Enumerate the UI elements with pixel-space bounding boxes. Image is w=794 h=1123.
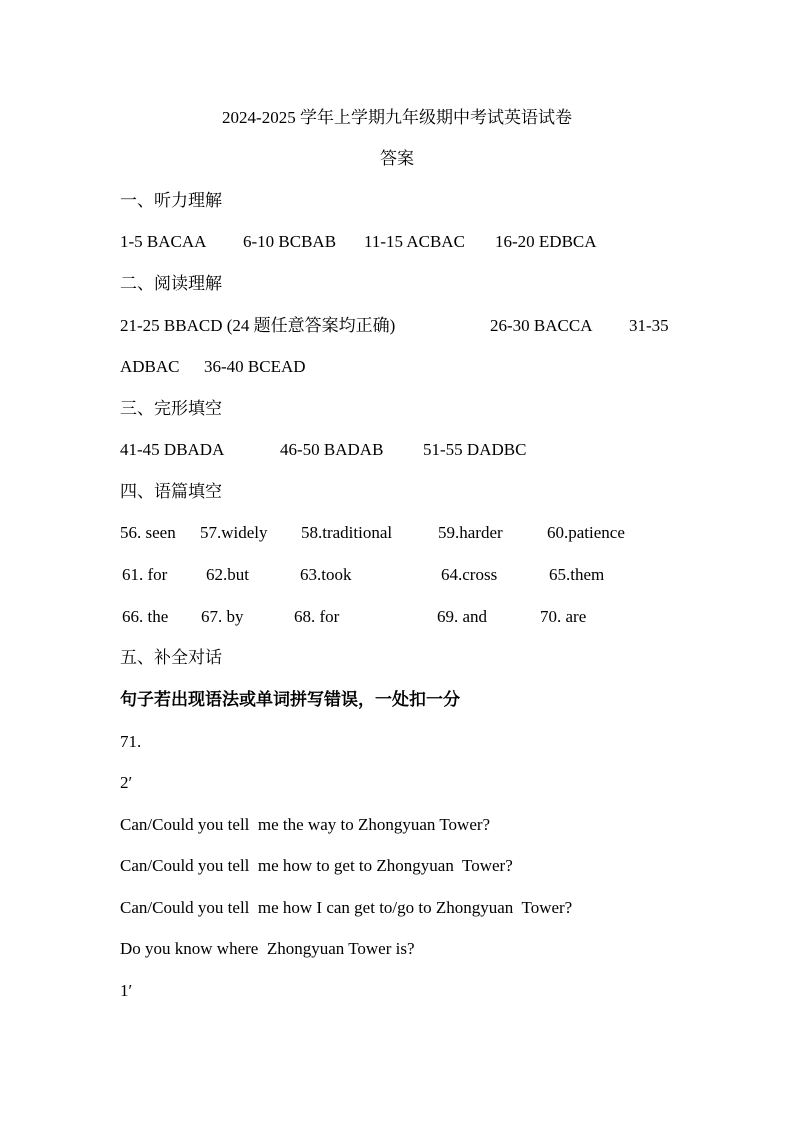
section-heading-reading: 二、阅读理解 (120, 274, 222, 293)
section-heading-cloze: 三、完形填空 (120, 399, 222, 418)
fill-answer: 66. the (122, 607, 169, 626)
answer-group: 51-55 DADBC (423, 440, 527, 459)
answer-group: 26-30 BACCA (490, 316, 593, 335)
fill-answer: 67. by (201, 607, 244, 626)
fill-answer: 57.widely (200, 523, 268, 542)
fill-answer: 60.patience (547, 523, 625, 542)
grading-note: 句子若出现语法或单词拼写错误，一处扣一分 (120, 690, 460, 709)
answer-group: ADBAC (120, 357, 180, 376)
fill-answer: 58.traditional (301, 523, 393, 542)
answer-group: 36-40 BCEAD (204, 357, 306, 376)
fill-answer: 64.cross (441, 565, 498, 584)
answer-group: 41-45 DBADA (120, 440, 225, 459)
answer-group: 31-35 (629, 316, 669, 335)
fill-answer: 69. and (437, 607, 488, 626)
fill-answer: 62.but (206, 565, 249, 584)
passage-fill-row-1 (0, 523, 794, 543)
answer-group: 1-5 BACAA (120, 232, 207, 251)
section-heading-listening: 一、听力理解 (120, 191, 222, 210)
question-number: 71. (120, 732, 142, 751)
reading-answers-row-2 (0, 357, 794, 377)
dialogue-answer: Can/Could you tell me the way to Zhongyuan Tower? (120, 815, 491, 834)
fill-answer: 68. for (294, 607, 340, 626)
score-label: 1′ (120, 981, 133, 1000)
page-title: 2024-2025 学年上学期九年级期中考试英语试卷 (222, 108, 572, 127)
fill-answer: 61. for (122, 565, 168, 584)
score-label: 2′ (120, 773, 133, 792)
dialogue-answer: Do you know where Zhongyuan Tower is? (120, 939, 415, 958)
cloze-answers-row (0, 440, 794, 460)
answer-group: 46-50 BADAB (280, 440, 384, 459)
fill-answer: 63.took (300, 565, 352, 584)
section-heading-passage-fill: 四、语篇填空 (120, 482, 222, 501)
answer-group: 6-10 BCBAB (243, 232, 337, 251)
dialogue-answer: Can/Could you tell me how to get to Zhongyuan Tower? (120, 856, 513, 875)
section-heading-dialogue: 五、补全对话 (120, 648, 222, 667)
passage-fill-row-3 (0, 607, 794, 627)
fill-answer: 59.harder (438, 523, 503, 542)
passage-fill-row-2 (0, 565, 794, 585)
listening-answers-row (0, 232, 794, 252)
answer-group: 11-15 ACBAC (364, 232, 465, 251)
page-subtitle: 答案 (380, 149, 414, 168)
fill-answer: 56. seen (120, 523, 176, 542)
reading-answers-row-1 (0, 316, 794, 336)
fill-answer: 65.them (549, 565, 605, 584)
fill-answer: 70. are (540, 607, 587, 626)
answer-group: 16-20 EDBCA (495, 232, 597, 251)
answer-group: 21-25 BBACD (24 题任意答案均正确) (120, 316, 396, 335)
dialogue-answer: Can/Could you tell me how I can get to/go to Zhongyuan Tower? (120, 898, 573, 917)
